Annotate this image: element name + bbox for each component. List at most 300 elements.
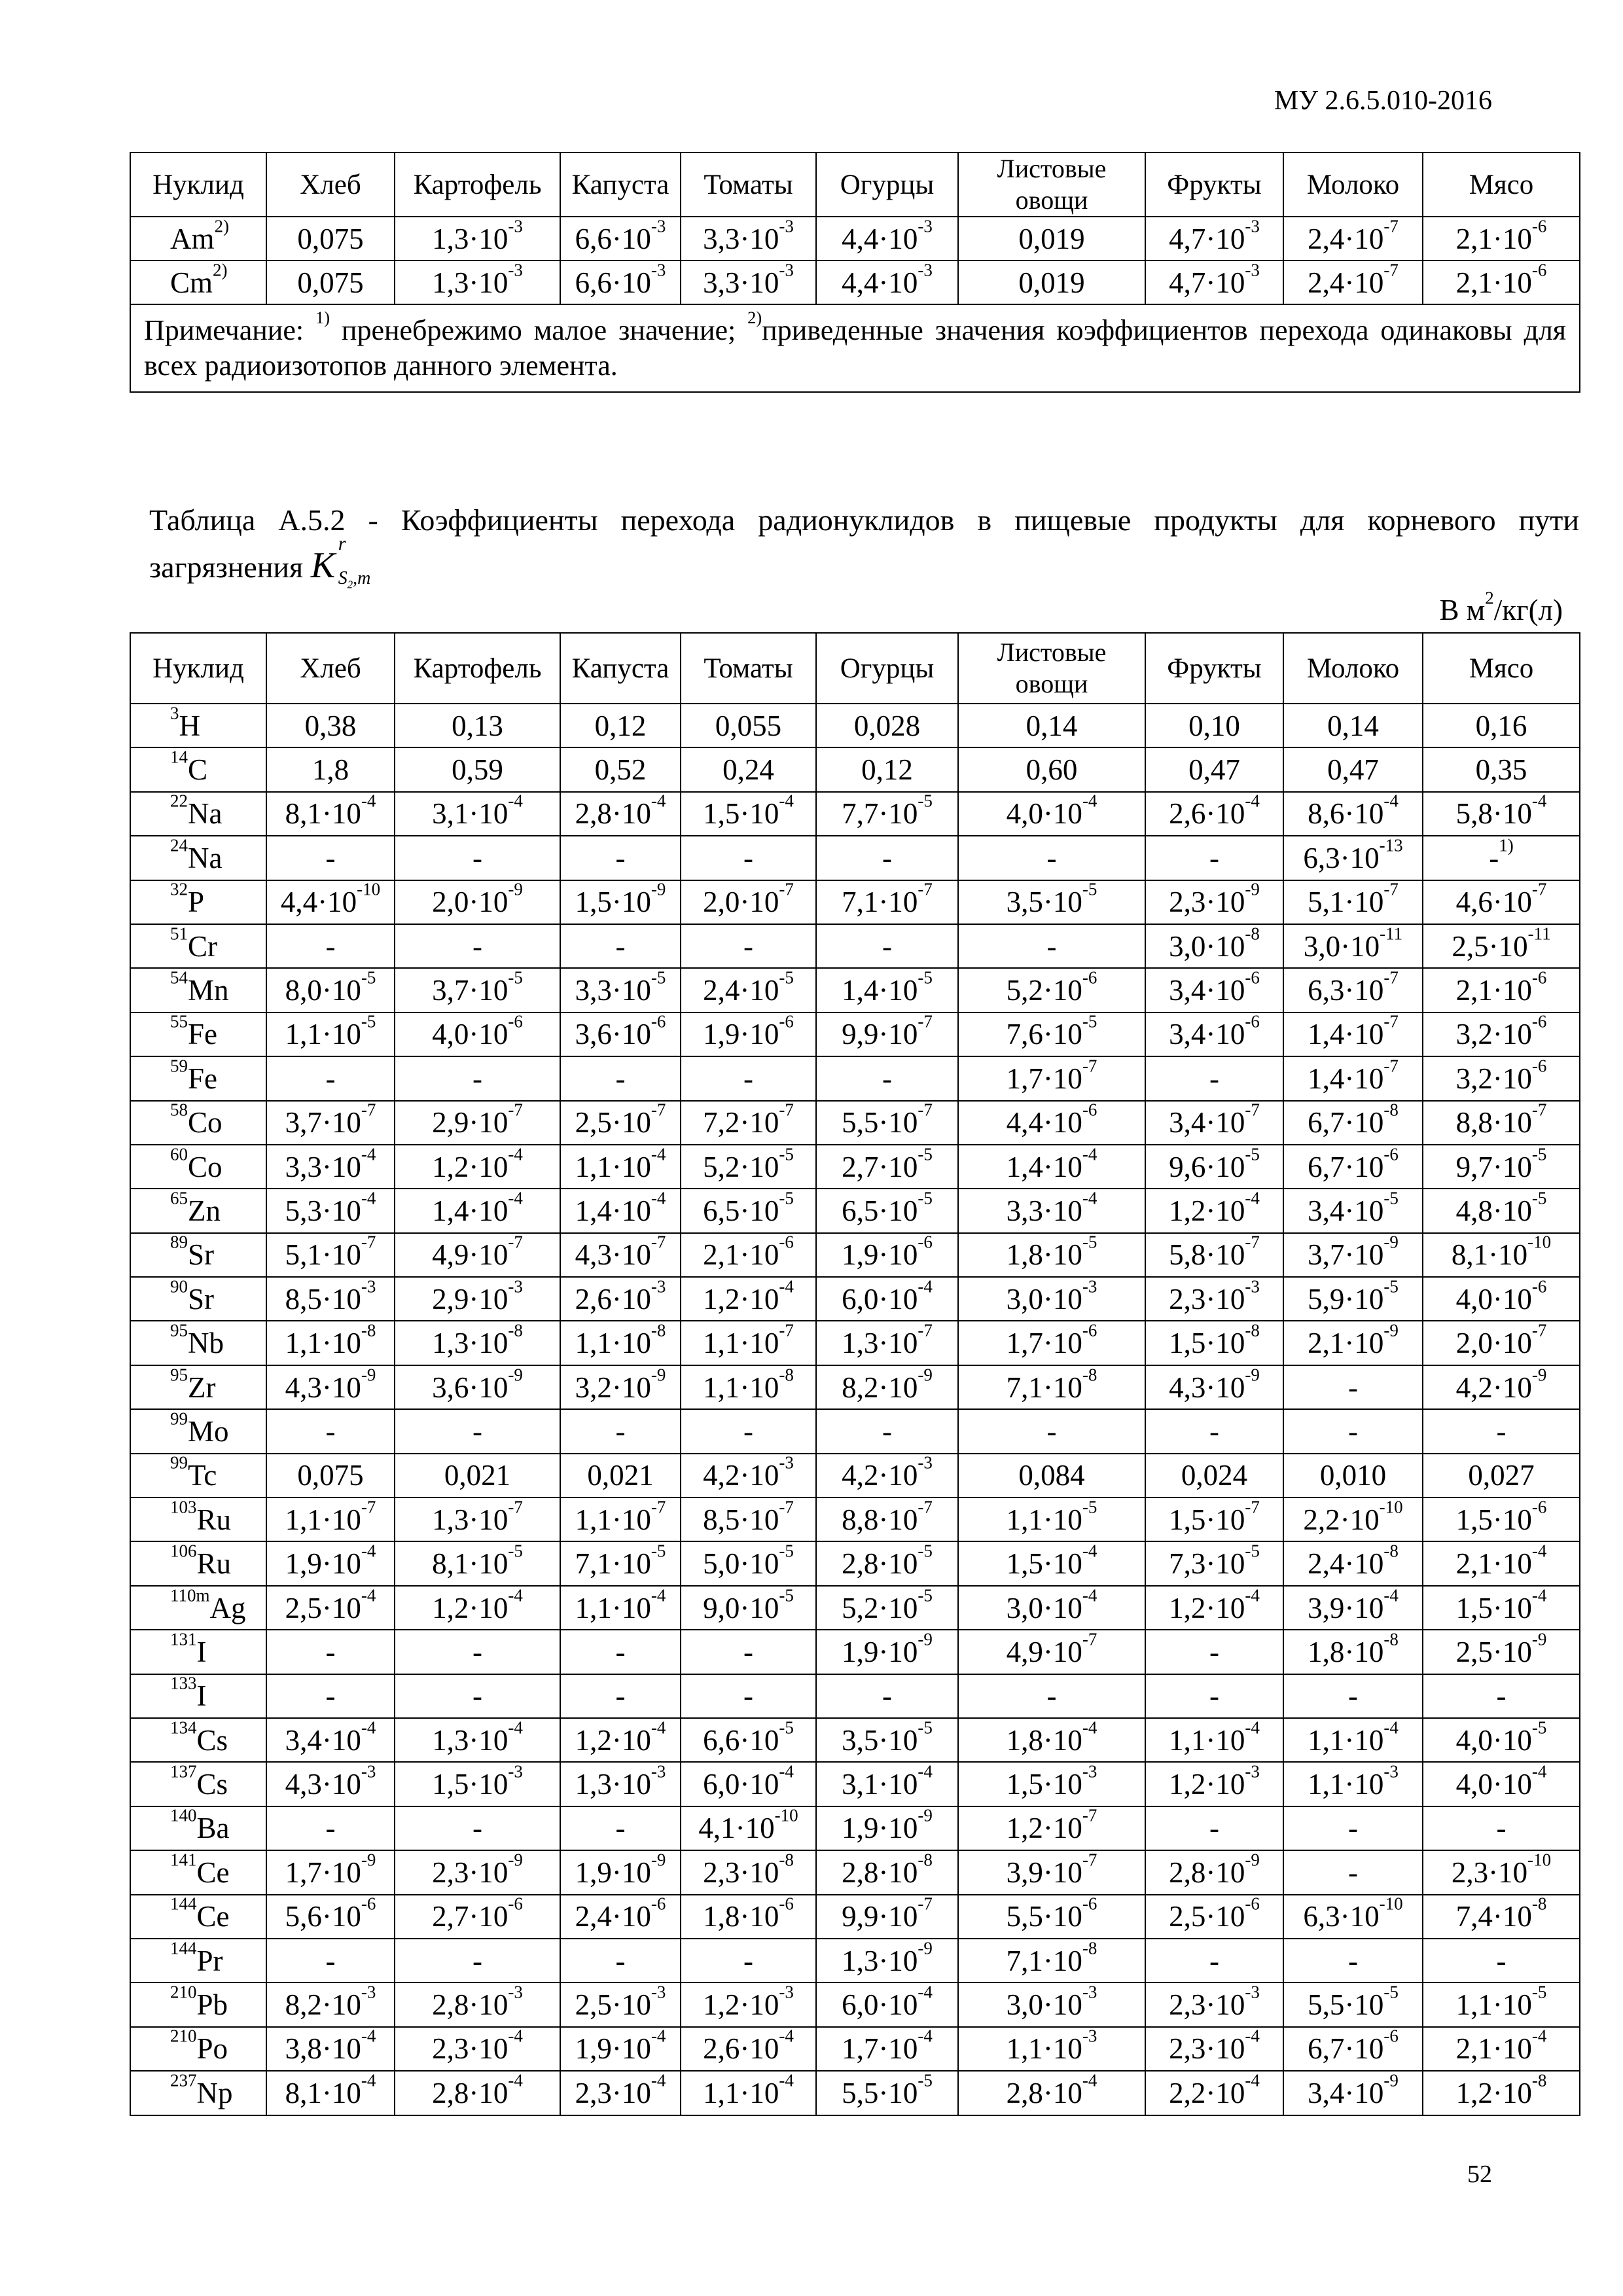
- value-cell: $1,4\cdot 10^{-7}$: [1283, 1013, 1423, 1056]
- table-row: [130, 1541, 1580, 1585]
- value-cell: $3,9\cdot 10^{-7}$: [958, 1850, 1145, 1894]
- value-cell: $5,2\cdot 10^{-6}$: [958, 968, 1145, 1012]
- value-cell: $8,8\cdot 10^{-7}$: [1423, 1101, 1580, 1145]
- value-cell: $1,9\cdot 10^{-9}$: [560, 1850, 681, 1894]
- value-cell: $5,6\cdot 10^{-6}$: [266, 1895, 395, 1939]
- value-cell: $1,7\cdot 10^{-7}$: [958, 1056, 1145, 1100]
- value-cell: $2,6\cdot 10^{-3}$: [560, 1277, 681, 1321]
- nuclide-cell: Am$^{2)}$: [130, 217, 266, 260]
- value-cell: $3,0\cdot 10^{-3}$: [958, 1277, 1145, 1321]
- value-cell: $3,4\cdot 10^{-7}$: [1145, 1101, 1283, 1145]
- value-cell: -: [681, 1939, 816, 1982]
- table-note: Примечание: $^{1)}$ пренебрежимо малое значение; $^{2)}$приведенные значения коэффициентов перехода одинаковы для всех радиоизотопов данного элемента.: [130, 304, 1580, 392]
- table-row: [130, 747, 1580, 791]
- column-header: Огурцы: [816, 152, 958, 217]
- value-cell: $1,7\cdot 10^{-6}$: [958, 1321, 1145, 1365]
- nuclide-cell: $^{131}$I: [130, 1630, 266, 1674]
- value-cell: -: [1283, 1806, 1423, 1850]
- value-cell: $1,2\cdot 10^{-3}$: [681, 1982, 816, 2026]
- value-cell: $2,3\cdot 10^{-4}$: [395, 2027, 560, 2071]
- table-row: [130, 2071, 1580, 2115]
- value-cell: $2,5\cdot 10^{-3}$: [560, 1982, 681, 2026]
- nuclide-cell: $^{137}$Cs: [130, 1762, 266, 1806]
- value-cell: $6,0\cdot 10^{-4}$: [681, 1762, 816, 1806]
- value-cell: -: [816, 924, 958, 968]
- value-cell: $1,5\cdot 10^{-7}$: [1145, 1498, 1283, 1541]
- value-cell: -: [395, 836, 560, 880]
- value-cell: -: [395, 924, 560, 968]
- nuclide-cell: Cm$^{2)}$: [130, 260, 266, 304]
- value-cell: $4,1\cdot 10^{-10}$: [681, 1806, 816, 1850]
- value-cell: $4,4\cdot 10^{-6}$: [958, 1101, 1145, 1145]
- value-cell: $1,3\cdot 10^{-3}$: [395, 260, 560, 304]
- value-cell: 0,38: [266, 704, 395, 747]
- value-cell: $1,7\cdot 10^{-9}$: [266, 1850, 395, 1894]
- value-cell: $1,1\cdot 10^{-4}$: [560, 1586, 681, 1630]
- value-cell: $6,3\cdot 10^{-13}$: [1283, 836, 1423, 880]
- value-cell: $1,3\cdot 10^{-7}$: [395, 1498, 560, 1541]
- nuclide-cell: $^{95}$Nb: [130, 1321, 266, 1365]
- value-cell: $1,4\cdot 10^{-4}$: [958, 1145, 1145, 1189]
- value-cell: $4,0\cdot 10^{-4}$: [958, 792, 1145, 836]
- nuclide-cell: $^{141}$Ce: [130, 1850, 266, 1894]
- table-row: [130, 1013, 1580, 1056]
- value-cell: $6,7\cdot 10^{-8}$: [1283, 1101, 1423, 1145]
- value-cell: $2,1\cdot 10^{-4}$: [1423, 1541, 1580, 1585]
- table-row: [130, 924, 1580, 968]
- value-cell: $1,1\cdot 10^{-4}$: [681, 2071, 816, 2115]
- nuclide-cell: $^{14}$C: [130, 747, 266, 791]
- value-cell: $3,7\cdot 10^{-9}$: [1283, 1233, 1423, 1277]
- value-cell: -: [681, 1630, 816, 1674]
- value-cell: $8,2\cdot 10^{-9}$: [816, 1365, 958, 1409]
- value-cell: $4,3\cdot 10^{-3}$: [266, 1762, 395, 1806]
- value-cell: -: [1283, 1365, 1423, 1409]
- table-row: [130, 1101, 1580, 1145]
- value-cell: $8,1\cdot 10^{-5}$: [395, 1541, 560, 1585]
- value-cell: $4,4\cdot 10^{-10}$: [266, 880, 395, 924]
- value-cell: $1,5\cdot 10^{-3}$: [395, 1762, 560, 1806]
- value-cell: $1,1\cdot 10^{-5}$: [266, 1013, 395, 1056]
- value-cell: -: [395, 1056, 560, 1100]
- value-cell: $3,4\cdot 10^{-5}$: [1283, 1189, 1423, 1232]
- column-header: Фрукты: [1145, 633, 1283, 704]
- value-cell: $3,7\cdot 10^{-5}$: [395, 968, 560, 1012]
- value-cell: 0,59: [395, 747, 560, 791]
- value-cell: $7,1\cdot 10^{-7}$: [816, 880, 958, 924]
- value-cell: $1,1\cdot 10^{-4}$: [1145, 1718, 1283, 1762]
- value-cell: -: [816, 1674, 958, 1718]
- value-cell: $2,3\cdot 10^{-9}$: [1145, 880, 1283, 924]
- value-cell: -: [1423, 1409, 1580, 1453]
- table-row: [130, 968, 1580, 1012]
- value-cell: $2,3\cdot 10^{-10}$: [1423, 1850, 1580, 1894]
- value-cell: $1,4\cdot 10^{-4}$: [560, 1189, 681, 1232]
- table-row: [130, 1277, 1580, 1321]
- value-cell: $1,3\cdot 10^{-8}$: [395, 1321, 560, 1365]
- value-cell: 0,16: [1423, 704, 1580, 747]
- value-cell: $2,0\cdot 10^{-7}$: [1423, 1321, 1580, 1365]
- table-row: [130, 1409, 1580, 1453]
- value-cell: $4,0\cdot 10^{-4}$: [1423, 1762, 1580, 1806]
- column-header: Нуклид: [130, 633, 266, 704]
- column-header: Молоко: [1283, 152, 1423, 217]
- value-cell: -: [958, 924, 1145, 968]
- value-cell: 0,021: [560, 1454, 681, 1498]
- value-cell: $3,4\cdot 10^{-6}$: [1145, 1013, 1283, 1056]
- value-cell: $2,1\cdot 10^{-6}$: [1423, 968, 1580, 1012]
- value-cell: $3,3\cdot 10^{-4}$: [266, 1145, 395, 1189]
- header-row: [130, 152, 1580, 217]
- table-row: [130, 1762, 1580, 1806]
- value-cell: $8,8\cdot 10^{-7}$: [816, 1498, 958, 1541]
- value-cell: $2,4\cdot 10^{-7}$: [1283, 260, 1423, 304]
- value-cell: -: [1145, 1806, 1283, 1850]
- value-cell: 0,14: [1283, 704, 1423, 747]
- nuclide-cell: $^{103}$Ru: [130, 1498, 266, 1541]
- value-cell: $5,8\cdot 10^{-4}$: [1423, 792, 1580, 836]
- value-cell: $7,4\cdot 10^{-8}$: [1423, 1895, 1580, 1939]
- table-row: [130, 1365, 1580, 1409]
- value-cell: 0,12: [816, 747, 958, 791]
- value-cell: $1,8\cdot 10^{-6}$: [681, 1895, 816, 1939]
- value-cell: $3,2\cdot 10^{-6}$: [1423, 1013, 1580, 1056]
- value-cell: $1,3\cdot 10^{-7}$: [816, 1321, 958, 1365]
- value-cell: $3,3\cdot 10^{-5}$: [560, 968, 681, 1012]
- value-cell: $1,2\cdot 10^{-8}$: [1423, 2071, 1580, 2115]
- value-cell: -: [1145, 1409, 1283, 1453]
- value-cell: $4,2\cdot 10^{-3}$: [816, 1454, 958, 1498]
- value-cell: $2,8\cdot 10^{-3}$: [395, 1982, 560, 2026]
- value-cell: $9,9\cdot 10^{-7}$: [816, 1013, 958, 1056]
- value-cell: $8,6\cdot 10^{-4}$: [1283, 792, 1423, 836]
- nuclide-cell: $^{90}$Sr: [130, 1277, 266, 1321]
- table-row: [130, 880, 1580, 924]
- nuclide-cell: $^{51}$Cr: [130, 924, 266, 968]
- value-cell: $6,5\cdot 10^{-5}$: [816, 1189, 958, 1232]
- value-cell: $3,3\cdot 10^{-3}$: [681, 260, 816, 304]
- value-cell: $5,1\cdot 10^{-7}$: [1283, 880, 1423, 924]
- value-cell: $1,2\cdot 10^{-7}$: [958, 1806, 1145, 1850]
- column-header: Капуста: [560, 633, 681, 704]
- page-number: 52: [1467, 2161, 1492, 2188]
- value-cell: $2,9\cdot 10^{-7}$: [395, 1101, 560, 1145]
- table-row: [130, 1895, 1580, 1939]
- value-cell: $3,8\cdot 10^{-4}$: [266, 2027, 395, 2071]
- value-cell: 0,019: [958, 260, 1145, 304]
- column-header: Хлеб: [266, 152, 395, 217]
- value-cell: -: [1145, 1674, 1283, 1718]
- value-cell: $4,3\cdot 10^{-9}$: [1145, 1365, 1283, 1409]
- value-cell: -: [560, 1806, 681, 1850]
- value-cell: $1,5\cdot 10^{-8}$: [1145, 1321, 1283, 1365]
- value-cell: $6,0\cdot 10^{-4}$: [816, 1982, 958, 2026]
- value-cell: $4,4\cdot 10^{-3}$: [816, 217, 958, 260]
- value-cell: $1,5\cdot 10^{-3}$: [958, 1762, 1145, 1806]
- value-cell: $1,2\cdot 10^{-4}$: [395, 1586, 560, 1630]
- value-cell: 0,010: [1283, 1454, 1423, 1498]
- value-cell: 0,028: [816, 704, 958, 747]
- table-row: [130, 1939, 1580, 1982]
- table-row: [130, 1056, 1580, 1100]
- value-cell: $8,0\cdot 10^{-5}$: [266, 968, 395, 1012]
- value-cell: $2,5\cdot 10^{-7}$: [560, 1101, 681, 1145]
- value-cell: $4,4\cdot 10^{-3}$: [816, 260, 958, 304]
- value-cell: $3,6\cdot 10^{-6}$: [560, 1013, 681, 1056]
- value-cell: $9,6\cdot 10^{-5}$: [1145, 1145, 1283, 1189]
- value-cell: $2,8\cdot 10^{-4}$: [958, 2071, 1145, 2115]
- nuclide-cell: $^{140}$Ba: [130, 1806, 266, 1850]
- value-cell: $2,3\cdot 10^{-4}$: [560, 2071, 681, 2115]
- value-cell: $3,2\cdot 10^{-9}$: [560, 1365, 681, 1409]
- value-cell: $4,0\cdot 10^{-6}$: [1423, 1277, 1580, 1321]
- value-cell: -: [395, 1630, 560, 1674]
- table-row: [130, 1982, 1580, 2026]
- value-cell: $2,8\cdot 10^{-4}$: [560, 792, 681, 836]
- value-cell: $2,7\cdot 10^{-5}$: [816, 1145, 958, 1189]
- nuclide-cell: $^{106}$Ru: [130, 1541, 266, 1585]
- value-cell: $1,2\cdot 10^{-4}$: [1145, 1189, 1283, 1232]
- value-cell: $1,3\cdot 10^{-3}$: [395, 217, 560, 260]
- value-cell: $6,7\cdot 10^{-6}$: [1283, 2027, 1423, 2071]
- value-cell: $4,0\cdot 10^{-5}$: [1423, 1718, 1580, 1762]
- value-cell: 0,019: [958, 217, 1145, 260]
- value-cell: $5,0\cdot 10^{-5}$: [681, 1541, 816, 1585]
- value-cell: $1,1\cdot 10^{-8}$: [681, 1365, 816, 1409]
- table-row: [130, 260, 1580, 304]
- value-cell: $1,1\cdot 10^{-3}$: [958, 2027, 1145, 2071]
- value-cell: 1,8: [266, 747, 395, 791]
- value-cell: -: [681, 836, 816, 880]
- table-row: [130, 1586, 1580, 1630]
- value-cell: $1,5\cdot 10^{-4}$: [1423, 1586, 1580, 1630]
- value-cell: $5,1\cdot 10^{-7}$: [266, 1233, 395, 1277]
- value-cell: -: [1423, 1674, 1580, 1718]
- nuclide-cell: $^{99}$Tc: [130, 1454, 266, 1498]
- value-cell: $5,5\cdot 10^{-7}$: [816, 1101, 958, 1145]
- value-cell: $1,1\cdot 10^{-5}$: [958, 1498, 1145, 1541]
- value-cell: -$^{1)}$: [1423, 836, 1580, 880]
- value-cell: $6,6\cdot 10^{-3}$: [560, 260, 681, 304]
- nuclide-cell: $^{55}$Fe: [130, 1013, 266, 1056]
- value-cell: $1,9\cdot 10^{-6}$: [816, 1233, 958, 1277]
- value-cell: $7,2\cdot 10^{-7}$: [681, 1101, 816, 1145]
- value-cell: $2,1\cdot 10^{-4}$: [1423, 2027, 1580, 2071]
- value-cell: $2,5\cdot 10^{-6}$: [1145, 1895, 1283, 1939]
- value-cell: $3,0\cdot 10^{-3}$: [958, 1982, 1145, 2026]
- value-cell: $7,6\cdot 10^{-5}$: [958, 1013, 1145, 1056]
- value-cell: $1,2\cdot 10^{-3}$: [1145, 1762, 1283, 1806]
- table-row: [130, 217, 1580, 260]
- column-header: Томаты: [681, 152, 816, 217]
- value-cell: $1,9\cdot 10^{-9}$: [816, 1630, 958, 1674]
- value-cell: $1,9\cdot 10^{-4}$: [266, 1541, 395, 1585]
- value-cell: 0,47: [1283, 747, 1423, 791]
- value-cell: $6,6\cdot 10^{-5}$: [681, 1718, 816, 1762]
- value-cell: $2,4\cdot 10^{-6}$: [560, 1895, 681, 1939]
- value-cell: $2,8\cdot 10^{-9}$: [1145, 1850, 1283, 1894]
- value-cell: -: [560, 1409, 681, 1453]
- value-cell: $2,5\cdot 10^{-4}$: [266, 1586, 395, 1630]
- nuclide-cell: $^{22}$Na: [130, 792, 266, 836]
- value-cell: $1,4\cdot 10^{-7}$: [1283, 1056, 1423, 1100]
- column-header: Листовые овощи: [958, 633, 1145, 704]
- document-code: МУ 2.6.5.010-2016: [1274, 86, 1492, 116]
- value-cell: -: [560, 836, 681, 880]
- table-row: [130, 1145, 1580, 1189]
- value-cell: $3,3\cdot 10^{-4}$: [958, 1189, 1145, 1232]
- column-header: Картофель: [395, 152, 560, 217]
- value-cell: -: [681, 1674, 816, 1718]
- value-cell: $1,5\cdot 10^{-4}$: [958, 1541, 1145, 1585]
- value-cell: $6,7\cdot 10^{-6}$: [1283, 1145, 1423, 1189]
- table-a51-continuation: [130, 152, 1580, 393]
- value-cell: -: [266, 1939, 395, 1982]
- value-cell: $2,1\cdot 10^{-6}$: [681, 1233, 816, 1277]
- value-cell: -: [1283, 1674, 1423, 1718]
- value-cell: $4,9\cdot 10^{-7}$: [958, 1630, 1145, 1674]
- value-cell: -: [266, 1630, 395, 1674]
- value-cell: $4,2\cdot 10^{-9}$: [1423, 1365, 1580, 1409]
- value-cell: $1,1\cdot 10^{-8}$: [266, 1321, 395, 1365]
- value-cell: $5,9\cdot 10^{-5}$: [1283, 1277, 1423, 1321]
- table-caption: Таблица А.5.2 - Коэффициенты перехода радионуклидов в пищевые продукты для корневого пути: [149, 503, 1579, 537]
- value-cell: $1,1\cdot 10^{-7}$: [266, 1498, 395, 1541]
- table-row: [130, 836, 1580, 880]
- value-cell: $5,5\cdot 10^{-5}$: [1283, 1982, 1423, 2026]
- value-cell: $3,6\cdot 10^{-9}$: [395, 1365, 560, 1409]
- value-cell: -: [266, 1056, 395, 1100]
- value-cell: $1,1\cdot 10^{-4}$: [1283, 1718, 1423, 1762]
- value-cell: $7,3\cdot 10^{-5}$: [1145, 1541, 1283, 1585]
- value-cell: $8,1\cdot 10^{-4}$: [266, 792, 395, 836]
- value-cell: $3,4\cdot 10^{-4}$: [266, 1718, 395, 1762]
- value-cell: $9,7\cdot 10^{-5}$: [1423, 1145, 1580, 1189]
- value-cell: $2,6\cdot 10^{-4}$: [1145, 792, 1283, 836]
- table-row: [130, 1189, 1580, 1232]
- value-cell: -: [395, 1806, 560, 1850]
- value-cell: $3,0\cdot 10^{-4}$: [958, 1586, 1145, 1630]
- value-cell: $1,8\cdot 10^{-8}$: [1283, 1630, 1423, 1674]
- value-cell: $2,3\cdot 10^{-8}$: [681, 1850, 816, 1894]
- value-cell: $4,3\cdot 10^{-7}$: [560, 1233, 681, 1277]
- value-cell: -: [1145, 1056, 1283, 1100]
- value-cell: $4,0\cdot 10^{-6}$: [395, 1013, 560, 1056]
- value-cell: $6,6\cdot 10^{-3}$: [560, 217, 681, 260]
- value-cell: -: [395, 1939, 560, 1982]
- value-cell: $1,2\cdot 10^{-4}$: [681, 1277, 816, 1321]
- value-cell: $4,8\cdot 10^{-5}$: [1423, 1189, 1580, 1232]
- value-cell: $2,3\cdot 10^{-3}$: [1145, 1277, 1283, 1321]
- value-cell: $1,2\cdot 10^{-4}$: [560, 1718, 681, 1762]
- table-a52: [130, 632, 1580, 2116]
- value-cell: $1,1\cdot 10^{-8}$: [560, 1321, 681, 1365]
- value-cell: $9,0\cdot 10^{-5}$: [681, 1586, 816, 1630]
- value-cell: -: [266, 1674, 395, 1718]
- value-cell: $7,1\cdot 10^{-5}$: [560, 1541, 681, 1585]
- table-row: [130, 1718, 1580, 1762]
- header-row: [130, 633, 1580, 704]
- column-header: Молоко: [1283, 633, 1423, 704]
- value-cell: $2,1\cdot 10^{-9}$: [1283, 1321, 1423, 1365]
- value-cell: 0,14: [958, 704, 1145, 747]
- value-cell: -: [681, 1056, 816, 1100]
- value-cell: $3,4\cdot 10^{-9}$: [1283, 2071, 1423, 2115]
- value-cell: $2,2\cdot 10^{-4}$: [1145, 2071, 1283, 2115]
- value-cell: 0,13: [395, 704, 560, 747]
- value-cell: $5,5\cdot 10^{-6}$: [958, 1895, 1145, 1939]
- value-cell: -: [681, 924, 816, 968]
- value-cell: -: [395, 1409, 560, 1453]
- value-cell: $8,2\cdot 10^{-3}$: [266, 1982, 395, 2026]
- table-row: [130, 1233, 1580, 1277]
- value-cell: $6,0\cdot 10^{-4}$: [816, 1277, 958, 1321]
- value-cell: $1,3\cdot 10^{-9}$: [816, 1939, 958, 1982]
- value-cell: $8,5\cdot 10^{-7}$: [681, 1498, 816, 1541]
- nuclide-cell: $^{32}$P: [130, 880, 266, 924]
- column-header: Нуклид: [130, 152, 266, 217]
- value-cell: $1,9\cdot 10^{-6}$: [681, 1013, 816, 1056]
- value-cell: $1,1\cdot 10^{-7}$: [681, 1321, 816, 1365]
- table-row: [130, 2027, 1580, 2071]
- value-cell: $1,1\cdot 10^{-4}$: [560, 1145, 681, 1189]
- nuclide-cell: $^{110m}$Ag: [130, 1586, 266, 1630]
- value-cell: $4,3\cdot 10^{-9}$: [266, 1365, 395, 1409]
- value-cell: $2,4\cdot 10^{-5}$: [681, 968, 816, 1012]
- value-cell: $2,7\cdot 10^{-6}$: [395, 1895, 560, 1939]
- value-cell: -: [266, 1806, 395, 1850]
- value-cell: $2,1\cdot 10^{-6}$: [1423, 260, 1580, 304]
- nuclide-cell: $^{60}$Co: [130, 1145, 266, 1189]
- column-header: Капуста: [560, 152, 681, 217]
- value-cell: $3,1\cdot 10^{-4}$: [816, 1762, 958, 1806]
- value-cell: -: [1423, 1939, 1580, 1982]
- value-cell: $5,5\cdot 10^{-5}$: [816, 2071, 958, 2115]
- value-cell: $6,3\cdot 10^{-7}$: [1283, 968, 1423, 1012]
- nuclide-cell: $^{237}$Np: [130, 2071, 266, 2115]
- value-cell: $3,7\cdot 10^{-7}$: [266, 1101, 395, 1145]
- value-cell: 0,075: [266, 260, 395, 304]
- value-cell: $7,7\cdot 10^{-5}$: [816, 792, 958, 836]
- value-cell: $4,9\cdot 10^{-7}$: [395, 1233, 560, 1277]
- value-cell: $4,6\cdot 10^{-7}$: [1423, 880, 1580, 924]
- value-cell: -: [266, 924, 395, 968]
- value-cell: $1,8\cdot 10^{-5}$: [958, 1233, 1145, 1277]
- value-cell: $4,7\cdot 10^{-3}$: [1145, 217, 1283, 260]
- nuclide-cell: $^3$H: [130, 704, 266, 747]
- column-header: Огурцы: [816, 633, 958, 704]
- value-cell: 0,52: [560, 747, 681, 791]
- nuclide-cell: $^{54}$Mn: [130, 968, 266, 1012]
- value-cell: $2,3\cdot 10^{-3}$: [1145, 1982, 1283, 2026]
- value-cell: 0,027: [1423, 1454, 1580, 1498]
- nuclide-cell: $^{210}$Po: [130, 2027, 266, 2071]
- column-header: Мясо: [1423, 152, 1580, 217]
- units-label: В $м^2/кг(л)$: [1439, 588, 1563, 626]
- value-cell: $1,2\cdot 10^{-4}$: [395, 1145, 560, 1189]
- value-cell: $4,2\cdot 10^{-3}$: [681, 1454, 816, 1498]
- table-row: [130, 1454, 1580, 1498]
- value-cell: $1,9\cdot 10^{-4}$: [560, 2027, 681, 2071]
- value-cell: 0,12: [560, 704, 681, 747]
- value-cell: -: [266, 1409, 395, 1453]
- value-cell: -: [395, 1674, 560, 1718]
- value-cell: $1,4\cdot 10^{-5}$: [816, 968, 958, 1012]
- table-row: [130, 1498, 1580, 1541]
- value-cell: $8,1\cdot 10^{-10}$: [1423, 1233, 1580, 1277]
- value-cell: -: [1145, 1939, 1283, 1982]
- value-cell: $1,2\cdot 10^{-4}$: [1145, 1586, 1283, 1630]
